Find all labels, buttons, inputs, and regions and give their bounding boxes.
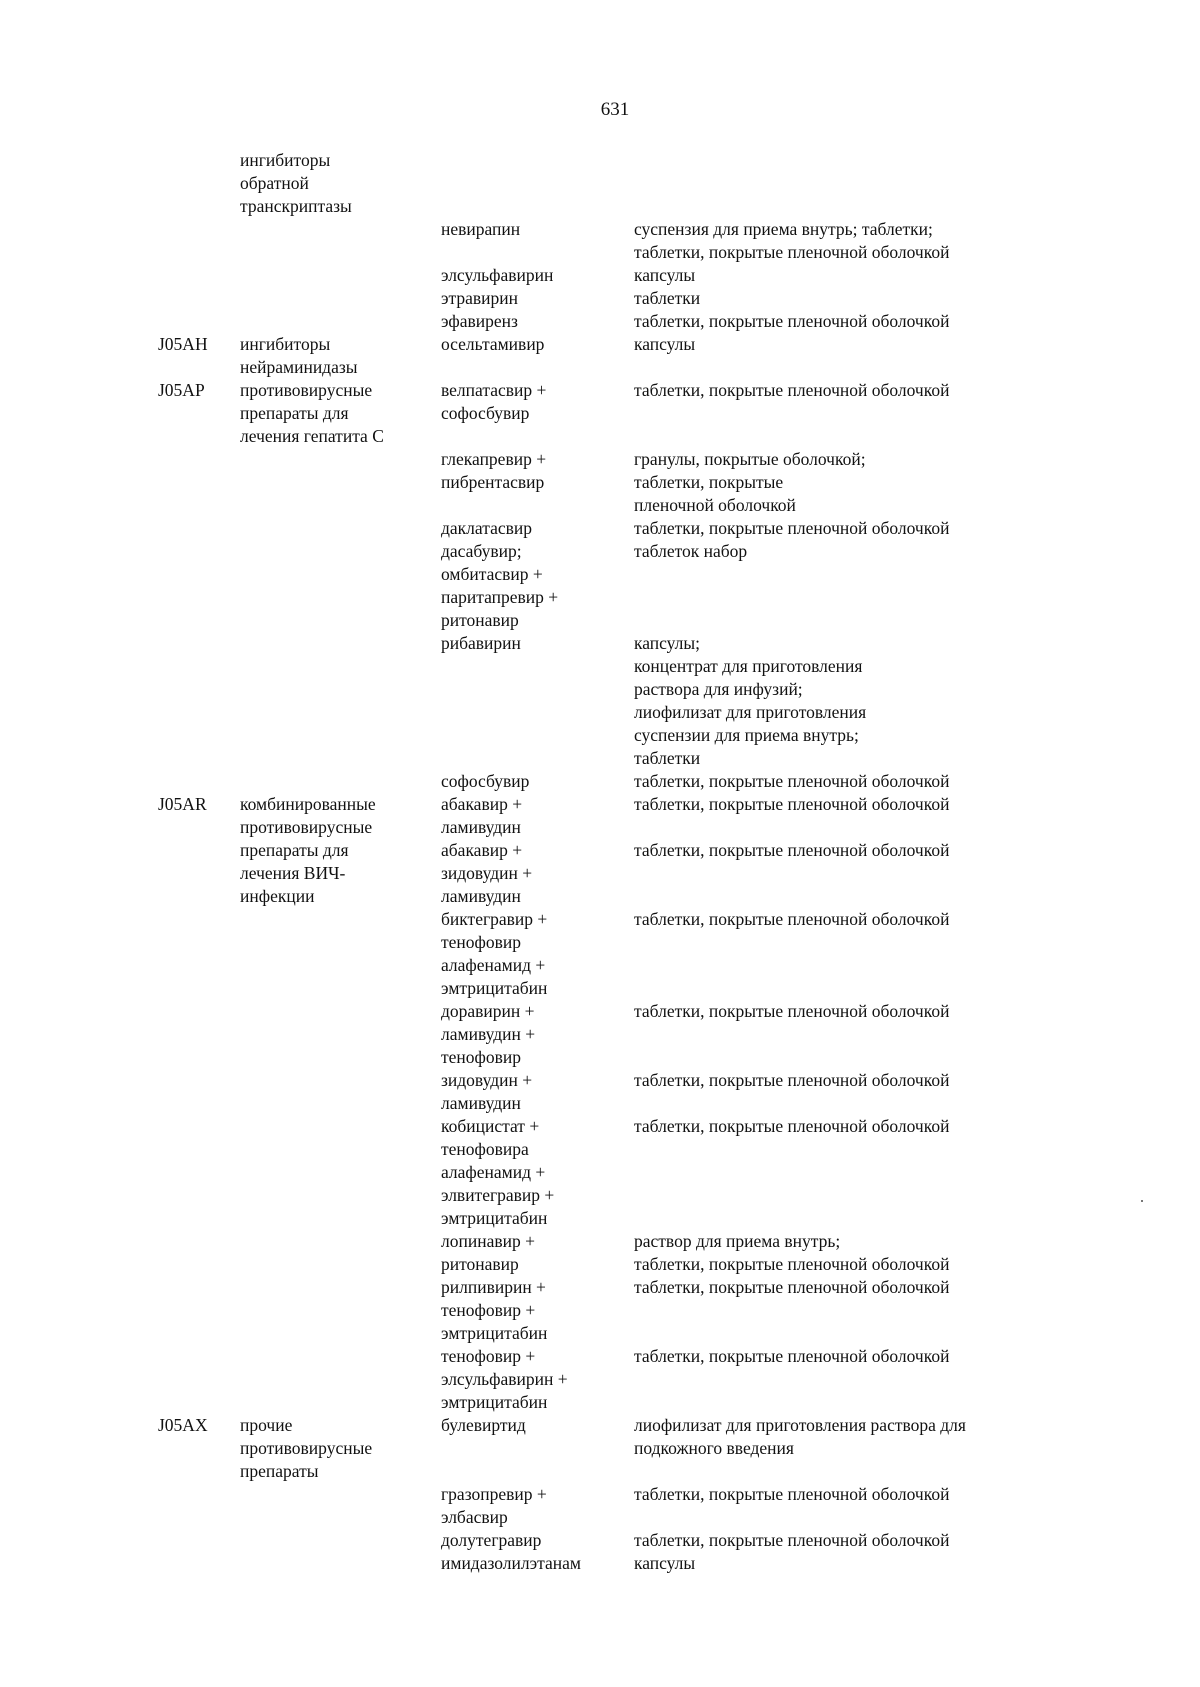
dosage-form: таблеток набор xyxy=(634,541,748,561)
drug-name: даклатасвир xyxy=(441,518,532,538)
dosage-form: суспензии для приема внутрь; xyxy=(634,725,859,745)
pharmacological-group: противовирусные xyxy=(240,817,373,837)
scan-speck xyxy=(1141,1200,1143,1202)
drug-name: этравирин xyxy=(441,288,518,308)
dosage-form: капсулы; xyxy=(634,633,701,653)
dosage-form: раствор для приема внутрь; xyxy=(634,1231,841,1251)
dosage-form: таблетки, покрытые пленочной оболочкой xyxy=(634,771,950,791)
dosage-form: лиофилизат для приготовления xyxy=(634,702,867,722)
dosage-form: таблетки, покрытые пленочной оболочкой xyxy=(634,311,950,331)
atc-code: J05AX xyxy=(158,1415,208,1435)
dosage-form: капсулы xyxy=(634,265,696,285)
dosage-form: таблетки, покрытые пленочной оболочкой xyxy=(634,518,950,538)
drug-name: осельтамивир xyxy=(441,334,545,354)
dosage-form: таблетки, покрытые пленочной оболочкой xyxy=(634,1484,950,1504)
drug-name: элсульфавирин + xyxy=(441,1369,568,1389)
dosage-form: таблетки, покрытые пленочной оболочкой xyxy=(634,242,950,262)
pharmacological-group: лечения ВИЧ- xyxy=(240,863,346,883)
drug-name: паритапревир + xyxy=(441,587,559,607)
drug-name: дасабувир; xyxy=(441,541,522,561)
pharmacological-group: нейраминидазы xyxy=(240,357,358,377)
dosage-form: таблетки, покрытые пленочной оболочкой xyxy=(634,840,950,860)
atc-code: J05AR xyxy=(158,794,207,814)
drug-name: рилпивирин + xyxy=(441,1277,546,1297)
pharmacological-group: обратной xyxy=(240,173,309,193)
pharmacological-group: прочие xyxy=(240,1415,293,1435)
dosage-form: капсулы xyxy=(634,1553,696,1573)
drug-name: софосбувир xyxy=(441,403,530,423)
pharmacological-group: ингибиторы xyxy=(240,334,331,354)
drug-name: тенофовир + xyxy=(441,1300,536,1320)
dosage-form: суспензия для приема внутрь; таблетки; xyxy=(634,219,933,239)
drug-name: лопинавир + xyxy=(441,1231,535,1251)
dosage-form: таблетки, покрытые пленочной оболочкой xyxy=(634,909,950,929)
dosage-form: таблетки, покрытые пленочной оболочкой xyxy=(634,1116,950,1136)
pharmacological-group: препараты для xyxy=(240,403,349,423)
drug-name: элбасвир xyxy=(441,1507,508,1527)
atc-code: J05AH xyxy=(158,334,208,354)
dosage-form: таблетки, покрытые пленочной оболочкой xyxy=(634,1254,950,1274)
dosage-form: таблетки xyxy=(634,748,701,768)
dosage-form: таблетки, покрытые пленочной оболочкой xyxy=(634,1530,950,1550)
drug-name: эмтрицитабин xyxy=(441,1392,548,1412)
drug-name: эфавиренз xyxy=(441,311,518,331)
drug-name: тенофовир xyxy=(441,932,521,952)
drug-name: абакавир + xyxy=(441,794,523,814)
drug-name: элвитегравир + xyxy=(441,1185,555,1205)
dosage-form: раствора для инфузий; xyxy=(634,679,803,699)
dosage-form: таблетки, покрытые пленочной оболочкой xyxy=(634,1346,950,1366)
pharmacological-group: инфекции xyxy=(240,886,315,906)
drug-name: омбитасвир + xyxy=(441,564,543,584)
dosage-form: таблетки, покрытые xyxy=(634,472,784,492)
pharmacological-group: противовирусные xyxy=(240,1438,373,1458)
drug-name: ламивудин xyxy=(441,1093,521,1113)
drug-name: элсульфавирин xyxy=(441,265,554,285)
drug-name: глекапревир + xyxy=(441,449,547,469)
drug-name: ламивудин xyxy=(441,817,521,837)
dosage-form: капсулы xyxy=(634,334,696,354)
page-number: 631 xyxy=(600,99,630,120)
dosage-form: подкожного введения xyxy=(634,1438,794,1458)
drug-name: алафенамид + xyxy=(441,955,546,975)
dosage-form: лиофилизат для приготовления раствора для xyxy=(634,1415,966,1435)
dosage-form: таблетки, покрытые пленочной оболочкой xyxy=(634,794,950,814)
drug-name: долутегравир xyxy=(441,1530,542,1550)
drug-name: ритонавир xyxy=(441,1254,519,1274)
pharmacological-group: комбинированные xyxy=(240,794,376,814)
pharmacological-group: лечения гепатита С xyxy=(240,426,384,446)
pharmacological-group: ингибиторы xyxy=(240,150,331,170)
dosage-form: таблетки, покрытые пленочной оболочкой xyxy=(634,1277,950,1297)
dosage-form: гранулы, покрытые оболочкой; xyxy=(634,449,866,469)
dosage-form: пленочной оболочкой xyxy=(634,495,796,515)
pharmacological-group: препараты для xyxy=(240,840,349,860)
drug-name: софосбувир xyxy=(441,771,530,791)
drug-name: невирапин xyxy=(441,219,521,239)
pharmacological-group: транскриптазы xyxy=(240,196,352,216)
drug-name: эмтрицитабин xyxy=(441,978,548,998)
drug-name: ритонавир xyxy=(441,610,519,630)
drug-name: велпатасвир + xyxy=(441,380,547,400)
drug-name: биктегравир + xyxy=(441,909,548,929)
dosage-form: таблетки xyxy=(634,288,701,308)
drug-name: булевиртид xyxy=(441,1415,526,1435)
atc-code: J05AP xyxy=(158,380,205,400)
drug-name: тенофовир xyxy=(441,1047,521,1067)
drug-name: эмтрицитабин xyxy=(441,1323,548,1343)
drug-name: имидазолилэтанам xyxy=(441,1553,581,1573)
drug-name: зидовудин + xyxy=(441,863,533,883)
drug-name: эмтрицитабин xyxy=(441,1208,548,1228)
drug-name: ламивудин xyxy=(441,886,521,906)
drug-name: кобицистат + xyxy=(441,1116,540,1136)
drug-name: гразопревир + xyxy=(441,1484,547,1504)
drug-name: доравирин + xyxy=(441,1001,535,1021)
drug-name: пибрентасвир xyxy=(441,472,545,492)
dosage-form: таблетки, покрытые пленочной оболочкой xyxy=(634,1001,950,1021)
drug-name: ламивудин + xyxy=(441,1024,536,1044)
pharmacological-group: противовирусные xyxy=(240,380,373,400)
drug-name: рибавирин xyxy=(441,633,521,653)
drug-name: алафенамид + xyxy=(441,1162,546,1182)
dosage-form: таблетки, покрытые пленочной оболочкой xyxy=(634,380,950,400)
drug-name: тенофовира xyxy=(441,1139,529,1159)
drug-name: зидовудин + xyxy=(441,1070,533,1090)
dosage-form: таблетки, покрытые пленочной оболочкой xyxy=(634,1070,950,1090)
dosage-form: концентрат для приготовления xyxy=(634,656,863,676)
drug-name: тенофовир + xyxy=(441,1346,536,1366)
drug-name: абакавир + xyxy=(441,840,523,860)
pharmacological-group: препараты xyxy=(240,1461,319,1481)
